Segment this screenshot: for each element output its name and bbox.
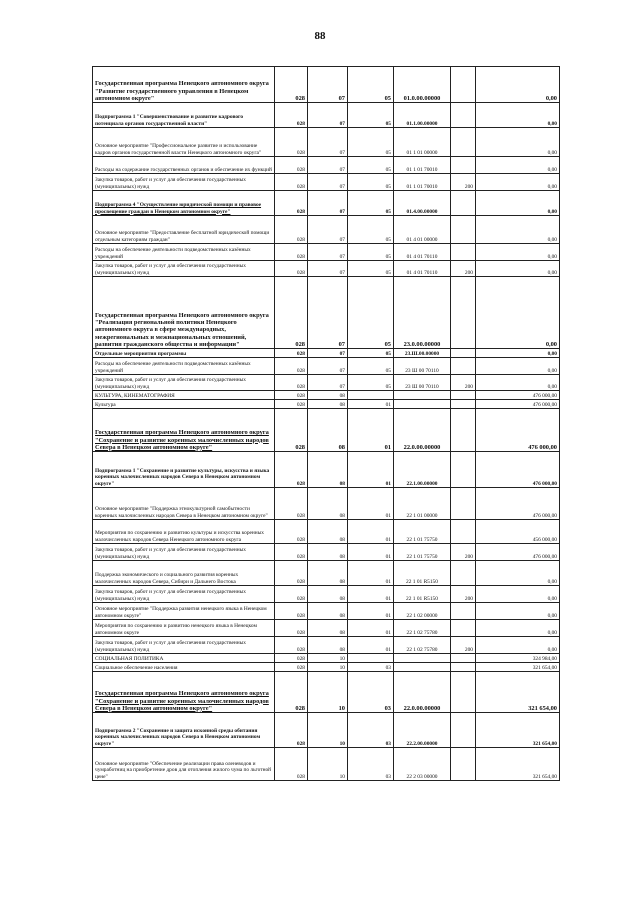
row-name-text: Расходы на содержание государственных органов и обеспечение их функций [95,166,272,173]
row-sum-cell: 0,00 [476,191,560,216]
table-row [93,391,560,400]
row-pr-cell: 05 [348,157,394,174]
row-csr-cell [394,391,451,400]
row-name-text: Расходы на обеспечение деятельности подведомственных казённых учреждений [95,361,251,374]
row-name-cell [93,586,275,603]
table-row [93,277,560,349]
row-vr-cell [451,561,476,586]
row-pr-cell: 01 [348,452,394,488]
row-gr-cell: 028 [275,157,308,174]
row-vr-cell [451,620,476,637]
row-gr-cell: 028 [275,748,308,781]
row-name-text: Закупка товаров, работ и услуг для обеспечения государственных (муниципальных) нужд [95,177,246,190]
row-rz-cell: 07 [308,358,348,375]
row-sum-cell: 0,00 [476,349,560,358]
row-pr-cell: 03 [348,748,394,781]
table-row [93,603,560,620]
row-sum-cell: 321 654,00 [476,672,560,713]
row-pr-cell: 05 [348,261,394,277]
row-name-cell [93,103,275,128]
row-gr-cell: 028 [275,620,308,637]
row-name-text: Расходы на обеспечение деятельности подведомственных казённых учреждений [95,247,251,260]
table-row [93,586,560,603]
row-sum-cell: 321 654,00 [476,748,560,781]
row-rz-cell: 08 [308,637,348,654]
row-sum-cell: 0,00 [476,620,560,637]
row-gr-cell: 028 [275,174,308,191]
row-csr-cell: 01 4 01 70110 [394,244,451,261]
table-row [93,216,560,244]
row-name-cell [93,452,275,488]
row-gr-cell: 028 [275,128,308,157]
table-row [93,561,560,586]
row-sum-cell: 0,00 [476,358,560,375]
row-pr-cell: 03 [348,663,394,672]
row-vr-cell [451,349,476,358]
row-rz-cell: 07 [308,216,348,244]
table-row [93,349,560,358]
row-csr-cell: 22 1 02 75780 [394,637,451,654]
row-rz-cell: 08 [308,391,348,400]
row-pr-cell: 01 [348,586,394,603]
row-csr-cell: 22 1 01 R5150 [394,561,451,586]
row-pr-cell: 01 [348,603,394,620]
row-pr-cell: 01 [348,561,394,586]
row-name-cell [93,67,275,103]
row-gr-cell: 028 [275,349,308,358]
row-sum-cell: 0,00 [476,637,560,654]
table-row [93,748,560,781]
row-name-text: Подпрограмма 1 "Сохранение и развитие культуры, искусства и языка коренных малочисленных народов Севера в Ненецком автономном округе" [95,467,270,487]
row-vr-cell [451,277,476,349]
row-name-text: Государственная программа Ненецкого автономного округа "Сохранение и развитие коренных малочисленных народов Севера в Ненецком автономном округе" [95,690,269,712]
row-csr-cell: 22 1 01 00000 [394,488,451,520]
row-pr-cell: 01 [348,544,394,561]
row-rz-cell: 08 [308,400,348,409]
row-name-cell [93,520,275,544]
row-name-text: Основное мероприятие "Поддержка развития ненецкого языка в Ненецком автономном округе" [95,606,267,619]
table-row [93,409,560,452]
row-vr-cell [451,603,476,620]
row-name-text: Закупка товаров, работ и услуг для обеспечения государственных (муниципальных) нужд [95,640,246,653]
row-gr-cell: 028 [275,375,308,391]
row-csr-cell: 22 1 01 75750 [394,544,451,561]
row-vr-cell [451,400,476,409]
row-name-text: Подпрограмма 1 "Совершенствование и развитие кадрового потенциала органов государственной власти" [95,114,244,127]
row-pr-cell: 03 [348,672,394,713]
table-row [93,452,560,488]
row-rz-cell: 08 [308,561,348,586]
row-vr-cell [451,409,476,452]
table-row [93,358,560,375]
table-row [93,244,560,261]
row-name-cell [93,544,275,561]
row-pr-cell: 01 [348,520,394,544]
row-vr-cell [451,358,476,375]
row-csr-cell: 22.1.00.00000 [394,452,451,488]
row-vr-cell: 200 [451,637,476,654]
row-pr-cell: 05 [348,375,394,391]
row-csr-cell: 22 2 03 00000 [394,748,451,781]
row-rz-cell: 08 [308,620,348,637]
row-vr-cell [451,157,476,174]
row-name-text: Культура [95,401,116,408]
row-rz-cell: 08 [308,586,348,603]
row-vr-cell [451,663,476,672]
table-row [93,103,560,128]
row-rz-cell: 07 [308,277,348,349]
row-rz-cell: 07 [308,103,348,128]
row-rz-cell: 10 [308,672,348,713]
row-csr-cell [394,654,451,663]
row-gr-cell: 028 [275,672,308,713]
row-rz-cell: 08 [308,409,348,452]
row-gr-cell: 028 [275,654,308,663]
row-rz-cell: 08 [308,452,348,488]
table-row [93,544,560,561]
row-gr-cell: 028 [275,103,308,128]
row-csr-cell: 01 1 01 00000 [394,128,451,157]
row-name-cell [93,261,275,277]
row-rz-cell: 07 [308,174,348,191]
row-rz-cell: 10 [308,713,348,748]
row-csr-cell: 23.0.00.00000 [394,277,451,349]
row-name-cell [93,391,275,400]
row-name-text: Закупка товаров, работ и услуг для обеспечения государственных (муниципальных) нужд [95,377,246,390]
row-name-cell [93,277,275,349]
row-sum-cell: 0,00 [476,375,560,391]
row-csr-cell: 23.Ш.00.00000 [394,349,451,358]
row-sum-cell: 0,00 [476,277,560,349]
row-vr-cell: 200 [451,586,476,603]
row-pr-cell: 05 [348,174,394,191]
row-name-text: Закупка товаров, работ и услуг для обеспечения государственных (муниципальных) нужд [95,547,246,560]
table-row [93,157,560,174]
row-rz-cell: 07 [308,128,348,157]
row-name-cell [93,349,275,358]
row-vr-cell [451,672,476,713]
row-sum-cell: 476 000,00 [476,544,560,561]
row-name-cell [93,358,275,375]
row-name-cell [93,244,275,261]
table-row [93,713,560,748]
table-row [93,672,560,713]
row-name-text: КУЛЬТУРА, КИНЕМАТОГРАФИЯ [95,392,175,399]
budget-table [92,66,560,781]
row-csr-cell: 01 1 01 70010 [394,174,451,191]
row-gr-cell: 028 [275,488,308,520]
row-pr-cell: 05 [348,128,394,157]
row-gr-cell: 028 [275,244,308,261]
row-csr-cell: 22.2.00.00000 [394,713,451,748]
row-name-text: Основное мероприятие "Поддержка этнокультурной самобытности коренных малочисленных народов Севера в Ненецком автономном округе" [95,506,268,519]
row-name-text: Государственная программа Ненецкого автономного округа "Сохранение и развитие коренных малочисленных народов Севера в Ненецком автономном округе" [95,429,269,451]
row-csr-cell: 22 1 02 75780 [394,620,451,637]
row-name-text: Подпрограмма 4 "Осуществление юридической помощи и правовое просвещение граждан в Ненецком автономном округе" [95,202,262,215]
row-vr-cell [451,654,476,663]
row-gr-cell: 028 [275,191,308,216]
row-rz-cell: 10 [308,663,348,672]
row-vr-cell [451,103,476,128]
row-name-cell [93,174,275,191]
row-rz-cell: 10 [308,654,348,663]
row-rz-cell: 07 [308,191,348,216]
row-rz-cell: 07 [308,244,348,261]
row-gr-cell: 028 [275,603,308,620]
row-gr-cell: 028 [275,216,308,244]
row-gr-cell: 028 [275,452,308,488]
row-vr-cell [451,452,476,488]
row-csr-cell: 01.4.00.00000 [394,191,451,216]
row-sum-cell: 324 984,00 [476,654,560,663]
row-pr-cell [348,391,394,400]
row-gr-cell: 028 [275,391,308,400]
row-vr-cell [451,216,476,244]
row-vr-cell: 200 [451,375,476,391]
budget-table-body [93,67,560,781]
row-name-text: Закупка товаров, работ и услуг для обеспечения государственных (муниципальных) нужд [95,263,246,276]
row-name-cell [93,637,275,654]
row-rz-cell: 07 [308,349,348,358]
row-csr-cell: 23 Ш 00 70110 [394,358,451,375]
row-pr-cell: 01 [348,620,394,637]
row-vr-cell [451,128,476,157]
row-sum-cell: 0,00 [476,586,560,603]
row-sum-cell: 0,00 [476,216,560,244]
row-rz-cell: 10 [308,748,348,781]
row-name-text: Государственная программа Ненецкого автономного округа "Развитие государственного управления в Ненецком автономном округе" [95,80,269,102]
row-name-text: Подпрограмма 2 "Сохранение и защита исконной среды обитания коренных малочисленных народов Севера в Ненецком автономном округе" [95,727,261,747]
row-csr-cell: 22 1 02 00000 [394,603,451,620]
row-gr-cell: 028 [275,713,308,748]
row-gr-cell: 028 [275,663,308,672]
row-pr-cell: 01 [348,637,394,654]
row-vr-cell [451,67,476,103]
row-name-cell [93,561,275,586]
table-row [93,67,560,103]
row-sum-cell: 0,00 [476,128,560,157]
row-rz-cell: 08 [308,544,348,561]
row-name-text: Основное мероприятие "Обеспечение реализации права оленеводов и чумработниц на приобретение дров для отопления жилого чума по льготной цене" [95,760,272,780]
row-name-cell [93,488,275,520]
row-sum-cell: 0,00 [476,244,560,261]
row-gr-cell: 028 [275,261,308,277]
row-pr-cell: 01 [348,488,394,520]
row-rz-cell: 07 [308,261,348,277]
row-vr-cell: 200 [451,174,476,191]
row-sum-cell: 321 654,00 [476,663,560,672]
row-rz-cell: 08 [308,520,348,544]
row-name-cell [93,400,275,409]
row-csr-cell: 01.1.00.00000 [394,103,451,128]
row-pr-cell: 05 [348,349,394,358]
row-csr-cell: 01 4 01 00000 [394,216,451,244]
row-name-text: Социальное обеспечение населения [95,664,178,671]
row-csr-cell [394,663,451,672]
row-name-text: Отдельные мероприятия программы [95,350,187,357]
row-gr-cell: 028 [275,277,308,349]
table-row [93,128,560,157]
row-rz-cell: 08 [308,488,348,520]
row-sum-cell: 0,00 [476,67,560,103]
table-row [93,637,560,654]
row-name-cell [93,654,275,663]
row-pr-cell: 05 [348,244,394,261]
row-sum-cell: 0,00 [476,174,560,191]
row-name-cell [93,157,275,174]
row-sum-cell: 476 000,00 [476,391,560,400]
row-csr-cell: 01.0.00.00000 [394,67,451,103]
row-name-text: СОЦИАЛЬНАЯ ПОЛИТИКА [95,655,164,662]
row-name-cell [93,216,275,244]
row-gr-cell: 028 [275,561,308,586]
row-sum-cell: 476 000,00 [476,488,560,520]
row-pr-cell: 01 [348,409,394,452]
row-sum-cell: 0,00 [476,603,560,620]
table-row [93,400,560,409]
row-rz-cell: 08 [308,603,348,620]
table-row [93,261,560,277]
row-name-text: Основное мероприятие "Предоставление бесплатной юридической помощи отдельным категориям граждан" [95,230,270,243]
row-name-cell [93,620,275,637]
row-csr-cell [394,400,451,409]
row-name-cell [93,663,275,672]
row-name-text: Мероприятия по сохранению и развитию ненецкого языка в Ненецком автономном округе [95,623,257,636]
row-sum-cell: 321 654,00 [476,713,560,748]
row-sum-cell: 456 000,00 [476,520,560,544]
row-gr-cell: 028 [275,358,308,375]
row-vr-cell [451,488,476,520]
row-rz-cell: 07 [308,157,348,174]
row-pr-cell: 05 [348,191,394,216]
row-vr-cell: 200 [451,261,476,277]
table-row [93,488,560,520]
row-rz-cell: 07 [308,67,348,103]
row-gr-cell: 028 [275,637,308,654]
row-vr-cell [451,244,476,261]
row-gr-cell: 028 [275,544,308,561]
table-row [93,654,560,663]
row-name-text: Закупка товаров, работ и услуг для обеспечения государственных (муниципальных) нужд [95,589,246,602]
row-name-text: Государственная программа Ненецкого автономного округа "Реализация региональной политики Ненецкого автономного округа в сфере международных, межрегиональных и межнациональных отношений, развития гражданского общества и информации" [95,311,269,348]
row-name-text: Основное мероприятие "Профессиональное развитие и использование кадров органов государственной власти Ненецкого автономного округа" [95,143,262,156]
row-pr-cell [348,654,394,663]
row-vr-cell: 200 [451,544,476,561]
row-pr-cell: 05 [348,358,394,375]
row-vr-cell [451,713,476,748]
table-row [93,375,560,391]
row-sum-cell: 476 000,00 [476,400,560,409]
row-pr-cell: 03 [348,713,394,748]
row-vr-cell [451,520,476,544]
table-row [93,191,560,216]
table-row [93,663,560,672]
row-name-text: Мероприятия по сохранению и развитию культуры и искусства коренных малочисленных народов Севера Ненецкого автономного округа [95,530,265,543]
row-gr-cell: 028 [275,520,308,544]
row-csr-cell: 22.0.00.00000 [394,672,451,713]
row-sum-cell: 476 000,00 [476,409,560,452]
row-gr-cell: 028 [275,586,308,603]
row-sum-cell: 0,00 [476,261,560,277]
row-name-cell [93,375,275,391]
row-gr-cell: 028 [275,400,308,409]
row-sum-cell: 0,00 [476,103,560,128]
table-row [93,520,560,544]
row-csr-cell: 22.0.00.00000 [394,409,451,452]
row-name-cell [93,748,275,781]
table-row [93,620,560,637]
row-vr-cell [451,748,476,781]
row-name-cell [93,672,275,713]
row-csr-cell: 22 1 01 R5150 [394,586,451,603]
row-csr-cell: 22 1 01 75750 [394,520,451,544]
row-name-text: Поддержка экономического и социального развития коренных малочисленных народов Севера, Сибири и Дальнего Востока [95,572,239,585]
page-number: 88 [314,30,326,42]
row-csr-cell: 01 4 01 70110 [394,261,451,277]
row-pr-cell: 05 [348,103,394,128]
table-row [93,174,560,191]
row-vr-cell [451,391,476,400]
row-gr-cell: 028 [275,67,308,103]
row-rz-cell: 07 [308,375,348,391]
row-name-cell [93,713,275,748]
row-csr-cell: 23 Ш 00 70110 [394,375,451,391]
row-csr-cell: 01 1 01 70010 [394,157,451,174]
row-sum-cell: 0,00 [476,561,560,586]
row-sum-cell: 476 000,00 [476,452,560,488]
row-sum-cell: 0,00 [476,157,560,174]
row-pr-cell: 05 [348,216,394,244]
row-pr-cell: 05 [348,67,394,103]
row-vr-cell [451,191,476,216]
row-name-cell [93,128,275,157]
row-name-cell [93,409,275,452]
row-name-cell [93,191,275,216]
row-name-cell [93,603,275,620]
row-pr-cell: 05 [348,277,394,349]
row-pr-cell: 01 [348,400,394,409]
row-gr-cell: 028 [275,409,308,452]
